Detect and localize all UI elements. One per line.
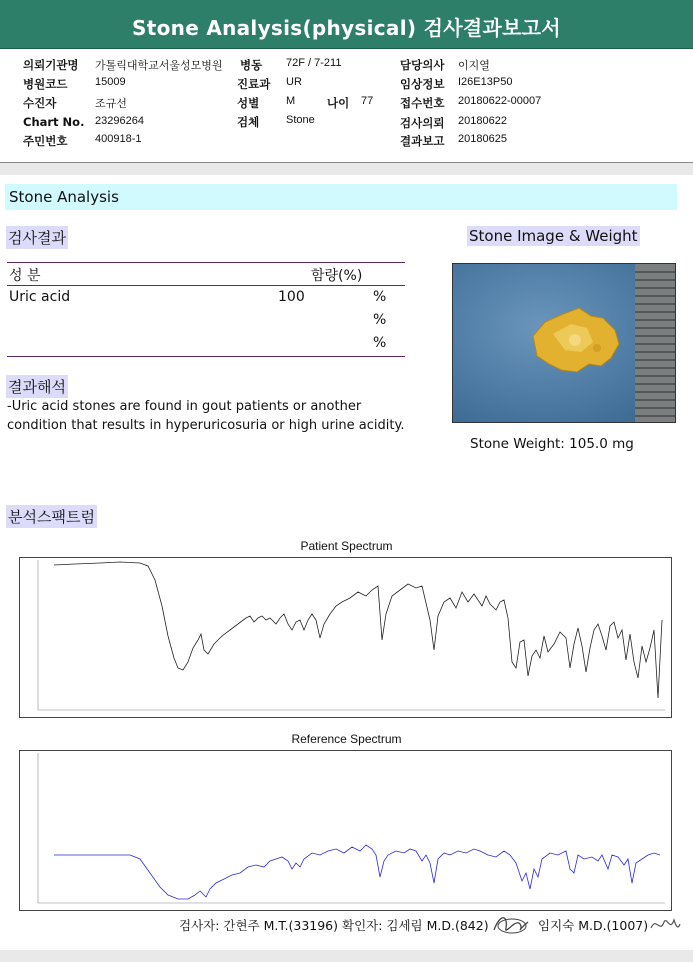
request-value: 20180622: [458, 115, 507, 127]
report-title: Stone Analysis(physical) 검사결과보고서: [132, 16, 561, 40]
footer-band: [0, 950, 693, 962]
ward-label: 병동: [240, 58, 263, 72]
resident-label: 주민번호: [23, 134, 68, 148]
image-heading: Stone Image & Weight: [469, 227, 638, 245]
table-header-line: [7, 285, 405, 286]
resident-value: 400918-1: [95, 133, 142, 145]
ward-value: 72F / 7-211: [286, 57, 342, 69]
request-label: 검사의뢰: [400, 116, 445, 130]
institution-value: 가톨릭대학교서울성모병원: [95, 60, 223, 72]
specimen-value: Stone: [286, 114, 315, 126]
institution-label: 의뢰기관명: [23, 58, 79, 72]
third-signatory: 임지숙 M.D.(1007): [538, 918, 649, 933]
row-amount: 100: [278, 289, 305, 305]
patient-spectrum-chart: [19, 557, 672, 718]
collector-value: 조규선: [95, 98, 127, 110]
clinical-value: I26E13P50: [458, 76, 513, 88]
interpretation-line-2: condition that results in hyperuricosuria or high urine acidity.: [7, 418, 405, 433]
dept-value: UR: [286, 76, 302, 88]
reference-spectrum-plot: [20, 751, 671, 910]
reference-spectrum-chart: [19, 750, 672, 911]
hospital-code-label: 병원코드: [23, 77, 68, 91]
stone-photo: [452, 263, 676, 423]
stone-analysis-bar: [5, 184, 677, 210]
interpretation-heading: 결과해석: [6, 375, 68, 398]
patient-info: [0, 48, 693, 164]
spectrum-heading: 분석스팩트럼: [6, 505, 97, 528]
row-component: Uric acid: [9, 289, 71, 305]
reference-spectrum-title: Reference Spectrum: [291, 732, 402, 746]
hospital-code-value: 15009: [95, 76, 126, 88]
col-component-header: 성 분: [9, 268, 41, 284]
chart-no-label: Chart No.: [23, 115, 85, 129]
col-amount-header: 함량(%): [311, 268, 363, 284]
row-unit: %: [373, 289, 387, 305]
handwritten-signature-2: [648, 912, 682, 938]
stone-analysis-title: Stone Analysis: [9, 188, 119, 206]
report-date-label: 결과보고: [400, 134, 445, 148]
row-unit: %: [373, 335, 387, 351]
interpretation-line-1: -Uric acid stones are found in gout patients or another: [7, 399, 362, 414]
sex-value: M: [286, 95, 296, 107]
table-bottom-line: [7, 356, 405, 357]
age-value: 77: [361, 95, 374, 107]
report-header: [0, 0, 693, 49]
patient-spectrum-plot: [20, 558, 671, 717]
doctor-label: 담당의사: [400, 58, 445, 72]
dept-label: 진료과: [237, 77, 271, 91]
patient-spectrum-title: Patient Spectrum: [300, 539, 393, 553]
clinical-label: 임상정보: [400, 77, 445, 91]
results-heading: 검사결과: [6, 226, 68, 249]
sex-label: 성별: [237, 96, 260, 110]
receipt-value: 20180622-00007: [458, 95, 542, 107]
receipt-label: 접수번호: [400, 96, 445, 110]
specimen-label: 검체: [237, 115, 260, 129]
separator-band: [0, 163, 693, 175]
row-unit: %: [373, 312, 387, 328]
chart-no-value: 23296264: [95, 115, 144, 127]
handwritten-signature-1: [490, 910, 532, 938]
confirmer-signature: 확인자: 김세림 M.D.(842): [342, 918, 489, 933]
examiner-signature: 검사자: 간현주 M.T.(33196): [179, 918, 339, 933]
stone-weight: Stone Weight: 105.0 mg: [470, 436, 634, 452]
doctor-value: 이지열: [458, 60, 490, 72]
age-label: 나이: [327, 96, 350, 110]
report-date-value: 20180625: [458, 133, 507, 145]
table-top-line: [7, 262, 405, 263]
collector-label: 수진자: [23, 96, 57, 110]
